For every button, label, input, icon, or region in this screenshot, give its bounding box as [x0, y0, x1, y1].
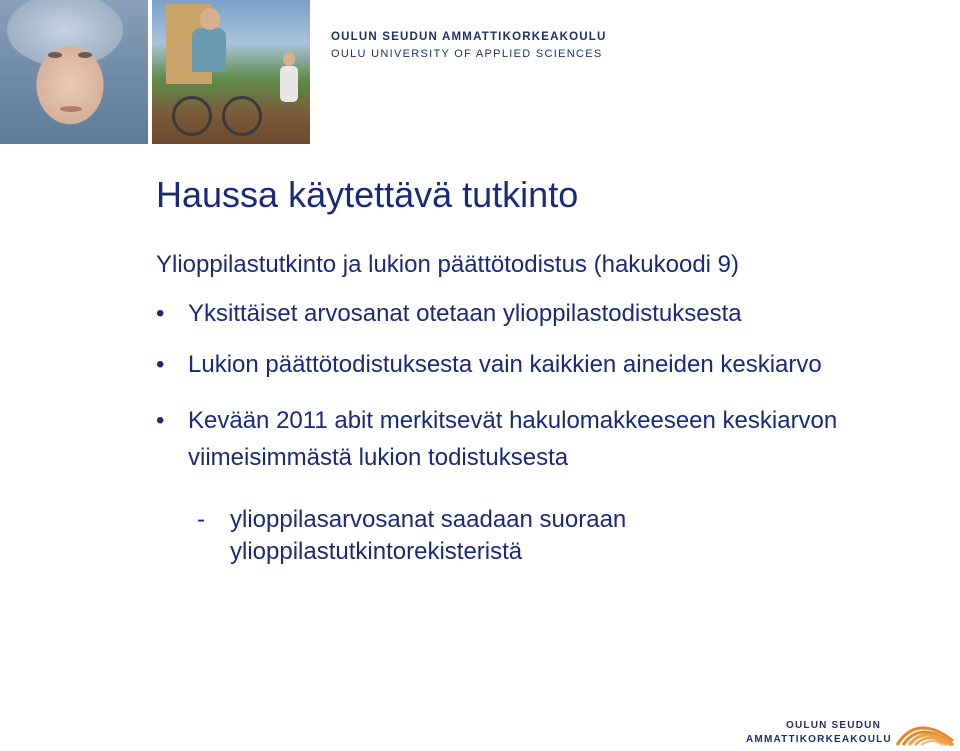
brand-name-fi: OULUN SEUDUN AMMATTIKORKEAKOULU [331, 31, 607, 43]
bullet-text: Yksittäiset arvosanat otetaan ylioppilastodistuksesta [188, 300, 742, 327]
bullet-marker: • [156, 300, 165, 327]
list-item [156, 402, 936, 476]
sub-item-text: ylioppilasarvosanat saadaan suoraan ylioppilastutkintorekisteristä [230, 506, 627, 565]
sub-item [197, 504, 917, 568]
oamk-logo-icon [895, 707, 955, 747]
dash-marker: - [197, 506, 205, 533]
bullet-list [156, 300, 936, 499]
bullet-marker: • [156, 407, 165, 434]
brand-footer [746, 719, 892, 747]
bullet-marker: • [156, 351, 165, 378]
slide-subtitle: Ylioppilastutkinto ja lukion päättötodistus (hakukoodi 9) [156, 251, 740, 278]
brand-name-en: OULU UNIVERSITY OF APPLIED SCIENCES [331, 48, 603, 60]
footer-brand-line1: OULUN SEUDUN [786, 720, 881, 731]
list-item [156, 351, 936, 379]
bullet-text: Lukion päättötodistuksesta vain kaikkien aineiden keskiarvo [188, 351, 822, 378]
header-photo-cyclists [152, 0, 310, 144]
bullet-text: Kevään 2011 abit merkitsevät hakulomakkeeseen keskiarvon viimeisimmästä lukion todistuksesta [188, 407, 838, 471]
list-item [156, 300, 936, 328]
header-photo-portrait [0, 0, 148, 144]
slide-title: Haussa käytettävä tutkinto [156, 174, 579, 215]
brand-header [331, 31, 607, 60]
footer-brand-line2: AMMATTIKORKEAKOULU [746, 734, 892, 745]
